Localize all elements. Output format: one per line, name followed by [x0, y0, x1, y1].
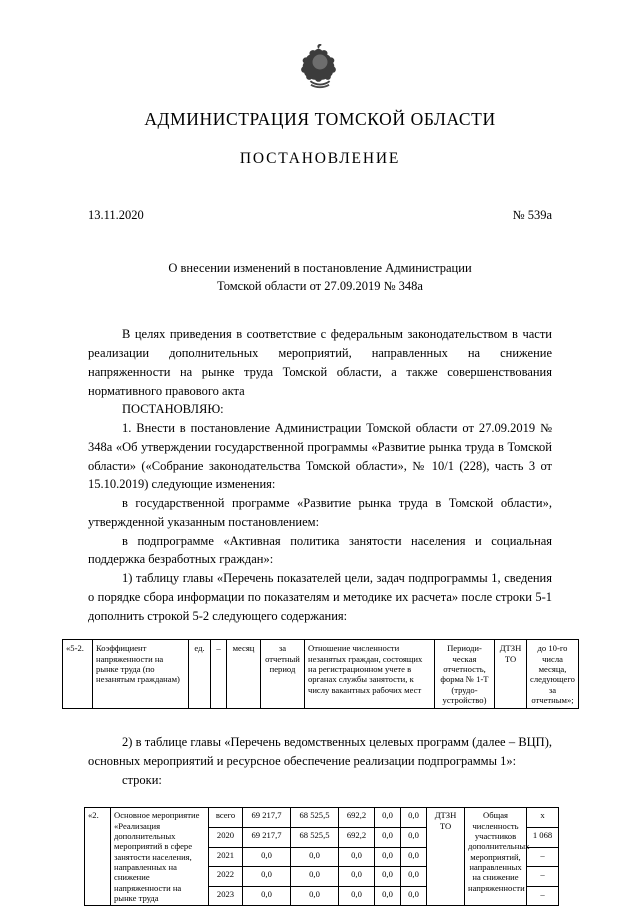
vcp-regional-cell: 692,2	[339, 808, 375, 828]
indicator-name-cell: Коэффициент напряженности на рынке труда (по незанятым гражданам)	[93, 640, 189, 709]
vcp-federal-cell: 68 525,5	[291, 827, 339, 847]
formula-cell: Отношение численности незанятых граждан, состоящих на регистрационном учете в органах службы занятости, к числу вакантных рабочих мест	[305, 640, 435, 709]
vcp-local-cell: 0,0	[375, 886, 401, 906]
vcp-other-cell: 0,0	[401, 827, 427, 847]
vcp-other-cell: 0,0	[401, 847, 427, 867]
doc-subject-line-1: О внесении изменений в постановление Администрации	[168, 261, 472, 275]
preamble-paragraph: В целях приведения в соответствие с федеральным законодательством в части реализации дополнительных мероприятий, направленных на снижение напряженности на рынке труда Томской области, а также совершенствования нормативного правового акта	[88, 327, 552, 398]
item-1-paragraph: 1. Внести в постановление Администрации Томской области от 27.09.2019 № 348а «Об утверждении государственной программы «Развитие рынка труда в Томской области» («Собрание законодательства Томской области», № 10/1 (228), часть 3 от 15.10.2019) следующие изменения:	[88, 421, 552, 492]
vcp-regional-cell: 0,0	[339, 847, 375, 867]
vcp-indicator-value-cell: –	[527, 867, 559, 887]
tomsk-oblast-coat-of-arms-icon	[298, 42, 342, 90]
vcp-indicator-value-cell: х	[527, 808, 559, 828]
vcp-local-cell: 0,0	[375, 808, 401, 828]
deadline-cell: до 10-го числа месяца, следующего за отчетным»;	[527, 640, 579, 709]
vcp-local-cell: 0,0	[375, 827, 401, 847]
vcp-other-cell: 0,0	[401, 808, 427, 828]
unit-cell: ед.	[189, 640, 211, 709]
vcp-federal-cell: 0,0	[291, 867, 339, 887]
vcp-federal-cell: 0,0	[291, 847, 339, 867]
frequency-cell: Периоди-ческая отчетность, форма № 1-Т (трудо-устройство)	[435, 640, 495, 709]
vcp-local-cell: 0,0	[375, 867, 401, 887]
vcp-regional-cell: 0,0	[339, 886, 375, 906]
vcp-row-label: «2.	[85, 808, 111, 906]
vcp-indicator-value-cell: 1 068	[527, 827, 559, 847]
vcp-local-cell: 0,0	[375, 847, 401, 867]
emblem-container	[0, 0, 640, 95]
dash-cell: –	[211, 640, 227, 709]
table-row	[63, 640, 579, 709]
vcp-indicator-name-cell: Общая численность участников дополнительных мероприятий, направленных на снижение напряженности	[465, 808, 527, 906]
vcp-responsible-cell: ДТЗН ТО	[427, 808, 465, 906]
doc-meta-row	[0, 208, 640, 223]
vcp-year-cell: всего	[209, 808, 243, 828]
vcp-regional-cell: 692,2	[339, 827, 375, 847]
responsible-cell: ДТЗН ТО	[495, 640, 527, 709]
vcp-table	[84, 807, 559, 906]
vcp-total-cell: 69 217,7	[243, 808, 291, 828]
item-1-1-paragraph: 1) таблицу главы «Перечень показателей цели, задач подпрограммы 1, сведения о порядке сбора информации по показателям и методике их расчета» после строки 5-1 дополнить строкой 5-2 следующего содержания:	[88, 571, 552, 623]
vcp-other-cell: 0,0	[401, 867, 427, 887]
item-1-2-rows-label: строки:	[122, 772, 162, 787]
table-row	[85, 808, 559, 828]
vcp-total-cell: 0,0	[243, 867, 291, 887]
doc-body	[0, 325, 640, 625]
vcp-regional-cell: 0,0	[339, 867, 375, 887]
indicator-table-container	[0, 639, 640, 709]
period-cell: за отчетный период	[261, 640, 305, 709]
row-number-cell: «5-2.	[63, 640, 93, 709]
doc-subject	[0, 259, 640, 295]
item-1-2-paragraph: 2) в таблице главы «Перечень ведомственных целевых программ (далее – ВЦП), основных мероприятий и ресурсное обеспечение реализации подпрограммы 1»:	[88, 735, 552, 768]
item-1-b-paragraph: в подпрограмме «Активная политика занятости населения и социальная поддержка безработных граждан»:	[88, 533, 552, 567]
vcp-year-cell: 2020	[209, 827, 243, 847]
indicator-table	[62, 639, 579, 709]
vcp-total-cell: 0,0	[243, 886, 291, 906]
doc-type-heading: ПОСТАНОВЛЕНИЕ	[239, 150, 401, 167]
item-1-2-block	[0, 733, 640, 789]
vcp-indicator-value-cell: –	[527, 886, 559, 906]
page-title: АДМИНИСТРАЦИЯ ТОМСКОЙ ОБЛАСТИ	[144, 109, 496, 129]
vcp-total-cell: 0,0	[243, 847, 291, 867]
vcp-federal-cell: 0,0	[291, 886, 339, 906]
vcp-total-cell: 69 217,7	[243, 827, 291, 847]
vcp-year-cell: 2022	[209, 867, 243, 887]
vcp-measure-name: Основное мероприятие «Реализация дополнительных мероприятий в сфере занятости населения, направленных на снижение напряженности на рынке труда	[111, 808, 209, 906]
doc-number: № 539а	[512, 208, 552, 222]
decree-word: ПОСТАНОВЛЯЮ:	[122, 402, 224, 417]
vcp-table-container	[0, 807, 640, 906]
vcp-year-cell: 2021	[209, 847, 243, 867]
doc-date: 13.11.2020	[88, 208, 144, 222]
doc-subject-line-2: Томской области от 27.09.2019 № 348а	[217, 279, 423, 294]
vcp-indicator-value-cell: –	[527, 847, 559, 867]
period-type-cell: месяц	[227, 640, 261, 709]
item-1-a-paragraph: в государственной программе «Развитие рынка труда в Томской области», утвержденной указанным постановлением:	[88, 496, 552, 529]
vcp-year-cell: 2023	[209, 886, 243, 906]
vcp-other-cell: 0,0	[401, 886, 427, 906]
vcp-federal-cell: 68 525,5	[291, 808, 339, 828]
vcp-table-body	[85, 808, 559, 906]
